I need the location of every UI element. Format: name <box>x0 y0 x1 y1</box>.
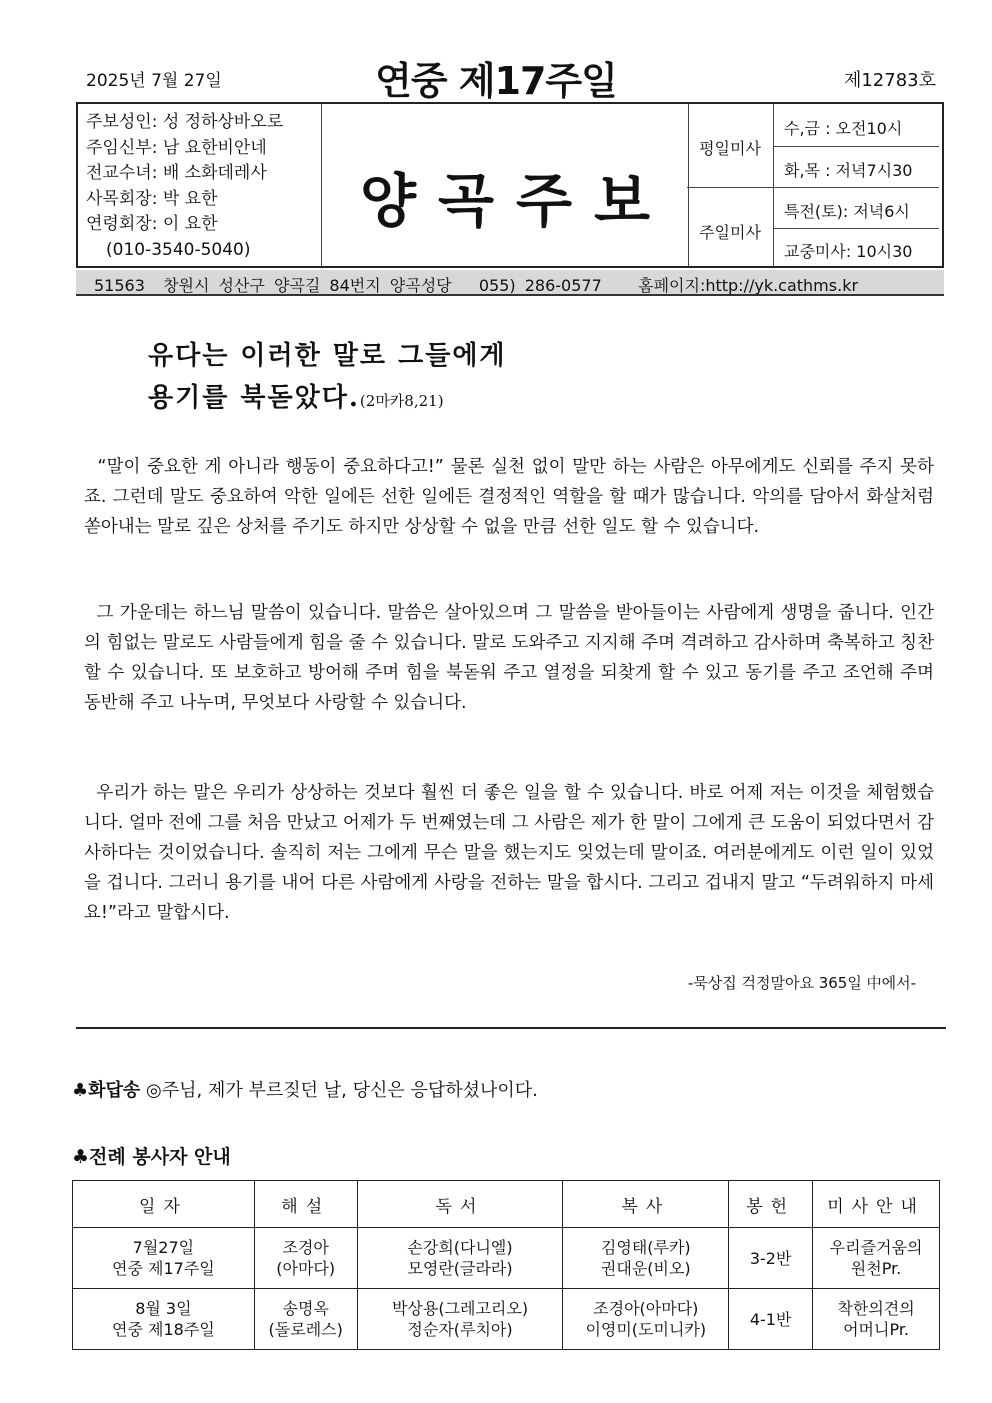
church-address: 51563 창원시 성산구 양곡길 84번지 양곡성당 055) 286-0577 홈페이지:http://yk.cathms.kr <box>94 276 859 295</box>
row-divider <box>774 228 939 229</box>
row-reading <box>357 1228 563 1289</box>
cell-line: (아마다) <box>276 1259 336 1278</box>
cell-line: 원천Pr. <box>850 1259 902 1278</box>
table-row <box>73 1289 940 1350</box>
psalm-label: ♣화답송 <box>72 1080 141 1101</box>
row-date <box>73 1289 255 1350</box>
staff-phone: (010-3540-5040) <box>106 239 251 260</box>
paragraph-text: 그 가운데는 하느님 말씀이 있습니다. 말씀은 살아있으며 그 말씀을 받아들이는 사람에게 생명을 줍니다. 인간의 힘없는 말로도 사람들에게 힘을 줄 수 있습니다. 말로 도와주고 지지해 주며 격려하고 감사하며 축복하고 칭찬할 수 있습니다. 또 보호하고 방어해 주며 힘을 북돋워 주고 열정을 되찾게 할 수 있고 동기를 주고 조언해 주며 동반해 주고 나누며, 무엇보다 사랑할 수 있습니다. <box>84 603 934 713</box>
mass-time-wed-fri: 수,금 : 오전10시 <box>784 119 903 138</box>
quote-citation: (2마카8,21) <box>359 392 444 410</box>
section-divider <box>76 1027 946 1029</box>
table-row <box>73 1228 940 1289</box>
cell-line: (돌로레스) <box>268 1320 343 1339</box>
quote-line-1: 유다는 이러한 말로 그들에게 <box>148 341 507 371</box>
paragraph-text: 우리가 하는 말은 우리가 상상하는 것보다 훨씬 더 좋은 일을 할 수 있습니다. 바로 어제 저는 이것을 체험했습니다. 얼마 전에 그를 처음 만났고 어제가 두 번째였는데 그 사람은 제가 한 말이 그에게 큰 도움이 되었다면서 감사하다는 것이었습니다. 솔직히 저는 그에게 무슨 말을 했는지도 잊었는데 말이죠. 여러분에게도 이런 일이 있었을 겁니다. 그러니 용기를 내어 다른 사람에게 사랑을 전하는 말을 합시다. 그리고 겁내지 말고 “두려워하지 마세요!”라고 말합시다. <box>84 783 934 923</box>
cell-line: 착한의견의 <box>837 1299 915 1318</box>
responsorial-psalm <box>72 1076 538 1102</box>
col-date: 일자 <box>73 1181 255 1228</box>
row-date <box>73 1228 255 1289</box>
cell-line: 이영미(도미니카) <box>585 1320 707 1339</box>
row-offering: 4-1반 <box>729 1289 813 1350</box>
servers-table <box>72 1180 940 1350</box>
masthead <box>76 102 944 268</box>
mass-time-vigil: 특전(토): 저녁6시 <box>784 202 910 221</box>
cell-line: 송명옥 <box>282 1299 329 1318</box>
body-paragraph-2 <box>84 598 934 718</box>
col-offering: 봉헌 <box>729 1181 813 1228</box>
row-commentary <box>254 1289 357 1350</box>
issue-number: 제12783호 <box>843 70 936 91</box>
psalm-text: ◎주님, 제가 부르짖던 날, 당신은 응답하셨나이다. <box>146 1080 538 1101</box>
scripture-quote <box>148 335 507 422</box>
body-paragraph-1 <box>84 452 934 542</box>
staff-list <box>86 110 283 263</box>
servers-heading: ♣전례 봉사자 안내 <box>72 1146 231 1168</box>
staff-sister: 전교수녀: 배 소화데레사 <box>86 163 267 183</box>
staff-pastor: 주임신부: 남 요한비안네 <box>86 137 267 158</box>
staff-elder-chair: 연령회장: 이 요한 <box>86 214 218 234</box>
row-reading <box>357 1289 563 1350</box>
cell-line: 우리즐거움의 <box>829 1238 923 1257</box>
row-guide <box>813 1228 940 1289</box>
row-divider <box>774 146 939 147</box>
cell-line: 7월27일 <box>132 1238 195 1257</box>
staff-patron: 주보성인: 성 정하상바오로 <box>86 112 284 132</box>
row-offering: 3-2반 <box>729 1228 813 1289</box>
row-commentary <box>254 1228 357 1289</box>
body-paragraph-3 <box>84 778 934 928</box>
cell-line: 모영란(글라라) <box>407 1259 513 1278</box>
bulletin-name: 양곡주보 <box>359 167 673 235</box>
cell-line: 정순자(루치아) <box>407 1320 513 1339</box>
cell-line: 박상용(그레고리오) <box>391 1299 529 1318</box>
sunday-mass-label: 주일미사 <box>699 223 761 242</box>
issue-date: 2025년 7월 27일 <box>86 71 222 91</box>
title-cell <box>321 104 689 266</box>
row-altar <box>563 1289 729 1350</box>
mass-label-cell <box>687 104 774 266</box>
cell-line: 김영태(루카) <box>600 1238 691 1257</box>
cell-line: 어머니Pr. <box>843 1320 910 1339</box>
cell-line: 8월 3일 <box>135 1299 192 1318</box>
cell-line: 조경아(아마다) <box>593 1299 699 1318</box>
quote-line-2: 용기를 북돋았다. <box>148 383 360 413</box>
source-credit: -묵상집 걱정말아요 365일 中에서- <box>687 974 916 992</box>
table-header-row <box>73 1181 940 1228</box>
row-guide <box>813 1289 940 1350</box>
col-reading: 독서 <box>357 1181 563 1228</box>
mass-divider <box>687 187 939 188</box>
cell-line: 조경아 <box>282 1238 329 1257</box>
address-bar <box>76 270 944 296</box>
paragraph-text: “말이 중요한 게 아니라 행동이 중요하다고!” 물론 실천 없이 말만 하는 사람은 아무에게도 신뢰를 주지 못하죠. 그런데 말도 중요하여 악한 일에든 선한 일에든 결정적인 역할을 할 때가 많습니다. 악의를 담아서 화살처럼 쏟아내는 말로 깊은 상처를 주기도 하지만 상상할 수 없을 만큼 선한 일도 할 수 있습니다. <box>84 457 934 537</box>
col-guide: 미사안내 <box>813 1181 940 1228</box>
page-title: 연중 제17주일 <box>375 59 617 103</box>
cell-line: 연중 제17주일 <box>112 1259 215 1278</box>
weekday-mass-label: 평일미사 <box>699 139 761 158</box>
staff-council-chair: 사목회장: 박 요한 <box>86 188 218 209</box>
cell-line: 손강희(다니엘) <box>407 1238 513 1257</box>
cell-line: 권대운(비오) <box>600 1259 691 1278</box>
mass-time-main: 교중미사: 10시30 <box>784 242 913 261</box>
cell-line: 연중 제18주일 <box>112 1320 215 1339</box>
col-altar: 복사 <box>563 1181 729 1228</box>
col-commentary: 해설 <box>254 1181 357 1228</box>
mass-time-tue-thu: 화,목 : 저녁7시30 <box>784 161 913 180</box>
row-altar <box>563 1228 729 1289</box>
